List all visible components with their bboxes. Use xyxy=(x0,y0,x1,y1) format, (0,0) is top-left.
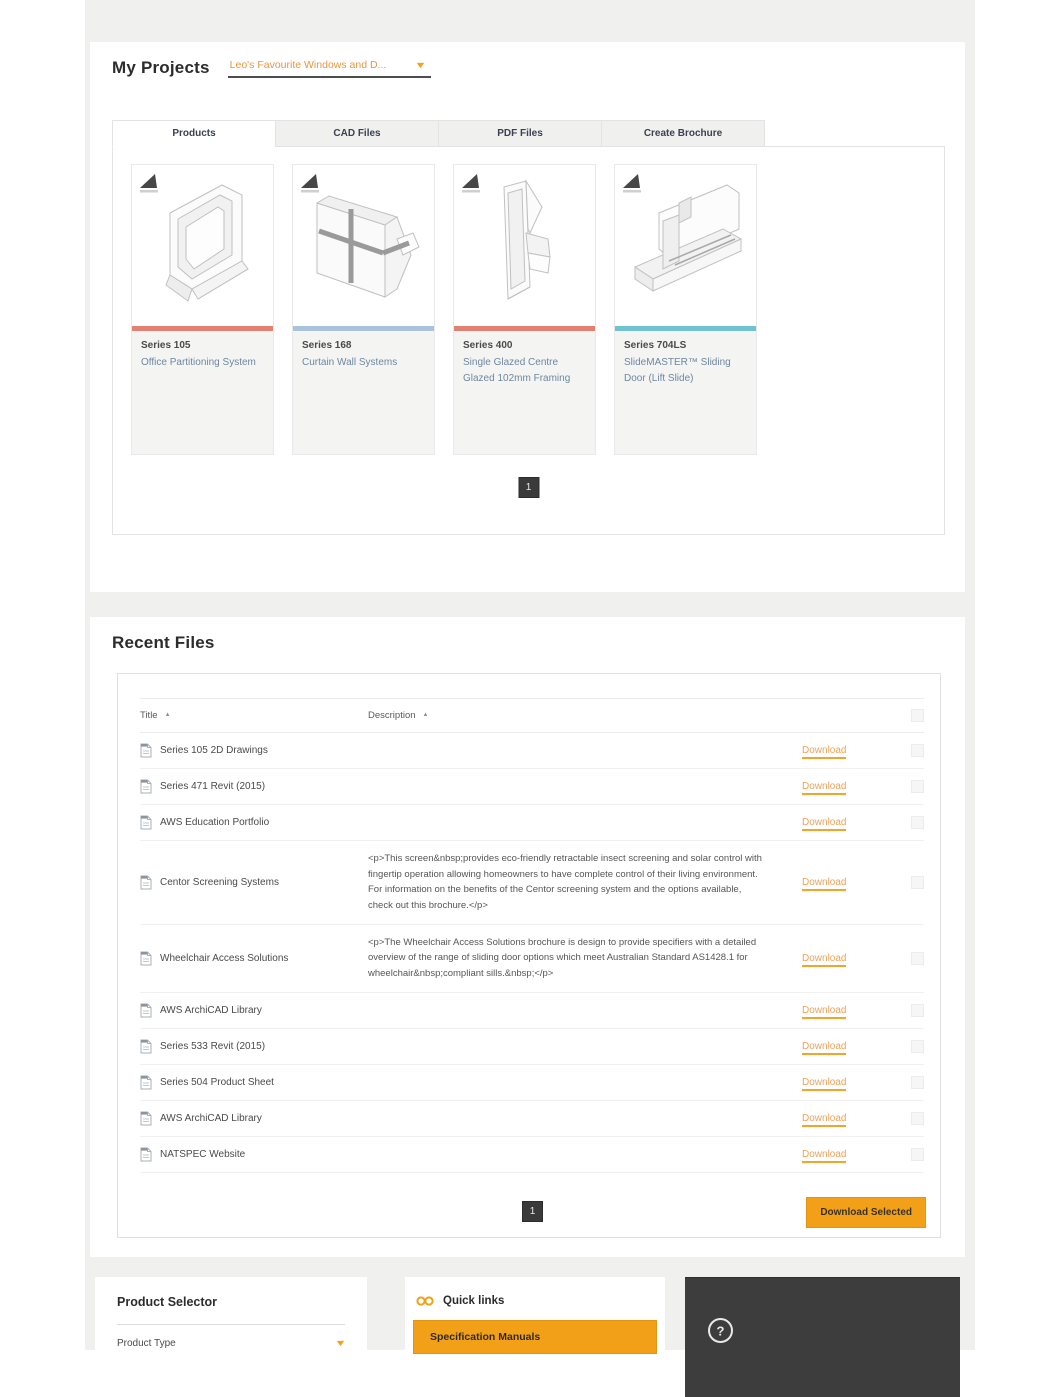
download-link[interactable]: Download xyxy=(802,953,846,967)
recent-files-title: Recent Files xyxy=(112,633,215,652)
row-checkbox[interactable] xyxy=(911,1004,924,1017)
file-title[interactable]: Series 471 Revit (2015) xyxy=(160,781,266,792)
file-title[interactable]: AWS Education Portfolio xyxy=(160,817,270,828)
row-checkbox[interactable] xyxy=(911,1076,924,1089)
file-icon xyxy=(140,1147,152,1162)
table-row xyxy=(140,805,924,841)
product-name: Curtain Wall Systems xyxy=(302,357,398,368)
row-checkbox[interactable] xyxy=(911,816,924,829)
table-row xyxy=(140,1101,924,1137)
product-series: Series 704LS xyxy=(624,340,687,351)
file-icon xyxy=(140,1039,152,1054)
product-card[interactable] xyxy=(453,164,596,455)
tab-pdf-files[interactable]: PDF Files xyxy=(438,120,602,147)
row-checkbox[interactable] xyxy=(911,780,924,793)
product-series: Series 168 xyxy=(302,340,352,351)
help-widget xyxy=(685,1277,960,1397)
quick-links-title: Quick links xyxy=(443,1295,505,1307)
row-checkbox[interactable] xyxy=(911,952,924,965)
my-projects-panel xyxy=(90,42,965,592)
brand-logo-icon xyxy=(622,173,644,195)
product-name: SlideMASTER™ Sliding Door (Lift Slide) xyxy=(624,357,731,384)
product-type-dropdown[interactable] xyxy=(117,1338,345,1349)
product-cards xyxy=(131,164,944,455)
tab-products[interactable]: Products xyxy=(112,120,276,147)
chevron-down-icon: ▼ xyxy=(334,1338,347,1348)
file-icon xyxy=(140,1003,152,1018)
file-title[interactable]: AWS ArchiCAD Library xyxy=(160,1112,262,1124)
table-header-row xyxy=(140,698,924,733)
product-name: Office Partitioning System xyxy=(141,357,256,368)
product-info xyxy=(293,331,434,454)
download-link[interactable]: Download xyxy=(802,1041,846,1055)
products-tab-content xyxy=(112,146,945,535)
product-type-label: Product Type xyxy=(117,1338,176,1349)
download-link[interactable]: Download xyxy=(802,781,846,795)
download-link[interactable]: Download xyxy=(802,877,846,891)
file-icon xyxy=(140,1111,152,1126)
recent-files-panel xyxy=(90,617,965,1257)
products-pagination-page-1[interactable]: 1 xyxy=(518,477,539,498)
select-all-checkbox[interactable] xyxy=(911,709,924,722)
file-title[interactable]: Series 105 2D Drawings xyxy=(160,745,268,756)
files-pagination-page-1[interactable]: 1 xyxy=(522,1201,543,1222)
file-icon xyxy=(140,1075,152,1090)
file-title[interactable]: AWS ArchiCAD Library xyxy=(160,1004,262,1016)
file-title[interactable]: Wheelchair Access Solutions xyxy=(160,952,289,964)
file-title[interactable]: Series 533 Revit (2015) xyxy=(160,1040,266,1052)
chevron-down-icon: ▼ xyxy=(414,59,428,70)
product-info xyxy=(615,331,756,454)
file-title[interactable]: NATSPEC Website xyxy=(160,1148,246,1160)
product-selector-title: Product Selector xyxy=(117,1295,218,1309)
file-icon xyxy=(140,743,152,758)
product-info xyxy=(132,331,273,454)
sort-asc-icon: ▲ xyxy=(422,712,429,718)
product-image xyxy=(293,165,434,326)
product-card[interactable] xyxy=(131,164,274,455)
product-image xyxy=(454,165,595,326)
download-link[interactable]: Download xyxy=(802,817,846,831)
row-checkbox[interactable] xyxy=(911,876,924,889)
product-series: Series 400 xyxy=(463,340,513,351)
download-link[interactable]: Download xyxy=(802,1077,846,1091)
product-selector-widget xyxy=(95,1277,367,1397)
svg-text:?: ? xyxy=(716,1323,725,1339)
file-icon xyxy=(140,951,152,966)
product-series: Series 105 xyxy=(141,340,191,351)
row-checkbox[interactable] xyxy=(911,1040,924,1053)
file-description: <p>This screen&nbsp;provides eco-friendly retractable insect screening and solar control with fingertip operation allowing homeowners to have complete control of their living environment. For information on the benefits of the Centor screening system and the options available, check out this brochure.</p> xyxy=(368,853,762,912)
column-header-title[interactable]: Title ▲ xyxy=(140,710,171,721)
table-row xyxy=(140,1065,924,1101)
file-title[interactable]: Centor Screening Systems xyxy=(160,876,279,888)
file-icon xyxy=(140,875,152,890)
row-checkbox[interactable] xyxy=(911,1112,924,1125)
divider xyxy=(117,1324,345,1325)
projects-tab-bar xyxy=(112,120,965,147)
download-selected-button[interactable]: Download Selected xyxy=(806,1197,926,1228)
question-mark-icon[interactable] xyxy=(707,1317,734,1344)
my-projects-title: My Projects xyxy=(112,58,210,77)
tab-create-brochure[interactable]: Create Brochure xyxy=(601,120,765,147)
table-row xyxy=(140,1029,924,1065)
table-footer xyxy=(140,1197,924,1231)
brand-logo-icon xyxy=(139,173,161,195)
table-row xyxy=(140,841,924,925)
table-row xyxy=(140,925,924,993)
product-name: Single Glazed Centre Glazed 102mm Framing xyxy=(463,357,571,384)
row-checkbox[interactable] xyxy=(911,1148,924,1161)
product-info xyxy=(454,331,595,454)
brand-logo-icon xyxy=(300,173,322,195)
product-card[interactable] xyxy=(292,164,435,455)
table-row xyxy=(140,1137,924,1173)
download-link[interactable]: Download xyxy=(802,745,846,759)
project-dropdown[interactable] xyxy=(228,59,432,78)
file-title[interactable]: Series 504 Product Sheet xyxy=(160,1076,274,1088)
table-body xyxy=(140,733,924,1173)
specification-manuals-button[interactable]: Specification Manuals xyxy=(413,1320,657,1354)
column-header-description[interactable]: Description ▲ xyxy=(368,710,429,721)
table-row xyxy=(140,733,924,769)
row-checkbox[interactable] xyxy=(911,744,924,757)
tab-cad-files[interactable]: CAD Files xyxy=(275,120,439,147)
product-image xyxy=(132,165,273,326)
download-link[interactable]: Download xyxy=(802,1005,846,1019)
link-icon xyxy=(416,1295,434,1307)
recent-files-table xyxy=(117,673,941,1238)
table-row xyxy=(140,769,924,805)
file-icon xyxy=(140,815,152,830)
download-link[interactable]: Download xyxy=(802,1149,846,1163)
table-row xyxy=(140,993,924,1029)
file-description: <p>The Wheelchair Access Solutions brochure is design to provide specifiers with a detailed overview of the range of sliding door options which meet Australian Standard AS1428.1 for wheelchair&nbsp;compliant sills.&nbsp;</p> xyxy=(368,936,757,980)
file-icon xyxy=(140,779,152,794)
sort-asc-icon: ▲ xyxy=(164,712,171,718)
brand-logo-icon xyxy=(461,173,483,195)
product-card[interactable] xyxy=(614,164,757,455)
project-dropdown-value: Leo's Favourite Windows and D... xyxy=(229,59,387,71)
download-link[interactable]: Download xyxy=(802,1113,846,1127)
product-image xyxy=(615,165,756,326)
quick-links-widget xyxy=(405,1277,665,1397)
